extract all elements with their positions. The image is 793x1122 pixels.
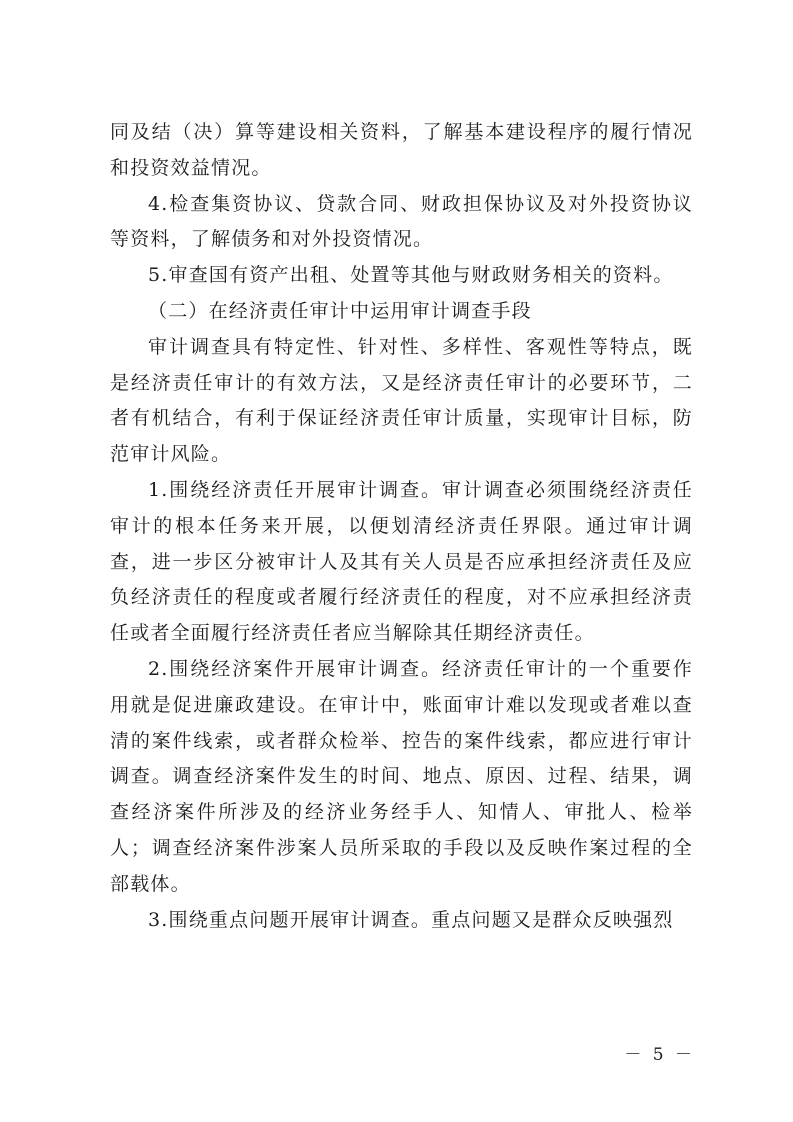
- page-number: － 5 －: [624, 1045, 695, 1065]
- document-body: [110, 115, 693, 938]
- paragraph-point-3: 3.围绕重点问题开展审计调查。重点问题又是群众反映强烈: [148, 908, 674, 931]
- paragraph-item-4: 4.检查集资协议、贷款合同、财政担保协议及对外投资协议等资料，了解债务和对外投资情况。: [110, 192, 693, 251]
- section-heading: （二）在经济责任审计中运用审计调查手段: [148, 299, 532, 322]
- paragraph-item-5: 5.审查国有资产出租、处置等其他与财政财务相关的资料。: [148, 264, 674, 287]
- paragraph-point-2: 2.围绕经济案件开展审计调查。经济责任审计的一个重要作用就是促进廉政建设。在审计中，账面审计难以发现或者难以查清的案件线索，或者群众检举、控告的案件线索，都应进行审计调查。调查经济案件发生的时间、地点、原因、过程、结果，调查经济案件所涉及的经济业务经手人、知情人、审批人、检举人；调查经济案件涉案人员所采取的手段以及反映作案过程的全部载体。: [110, 657, 693, 895]
- paragraph-point-1: 1.围绕经济责任开展审计调查。审计调查必须围绕经济责任审计的根本任务来开展，以便划清经济责任界限。通过审计调查，进一步区分被审计人及其有关人员是否应承担经济责任及应负经济责任的程度或者履行经济责任的程度，对不应承担经济责任或者全面履行经济责任者应当解除其任期经济责任。: [110, 478, 693, 645]
- paragraph-continuation: 同及结（决）算等建设相关资料，了解基本建设程序的履行情况和投资效益情况。: [110, 121, 693, 179]
- paragraph-intro: 审计调查具有特定性、针对性、多样性、客观性等特点，既是经济责任审计的有效方法，又是经济责任审计的必要环节，二者有机结合，有利于保证经济责任审计质量，实现审计目标，防范审计风险。: [110, 335, 693, 466]
